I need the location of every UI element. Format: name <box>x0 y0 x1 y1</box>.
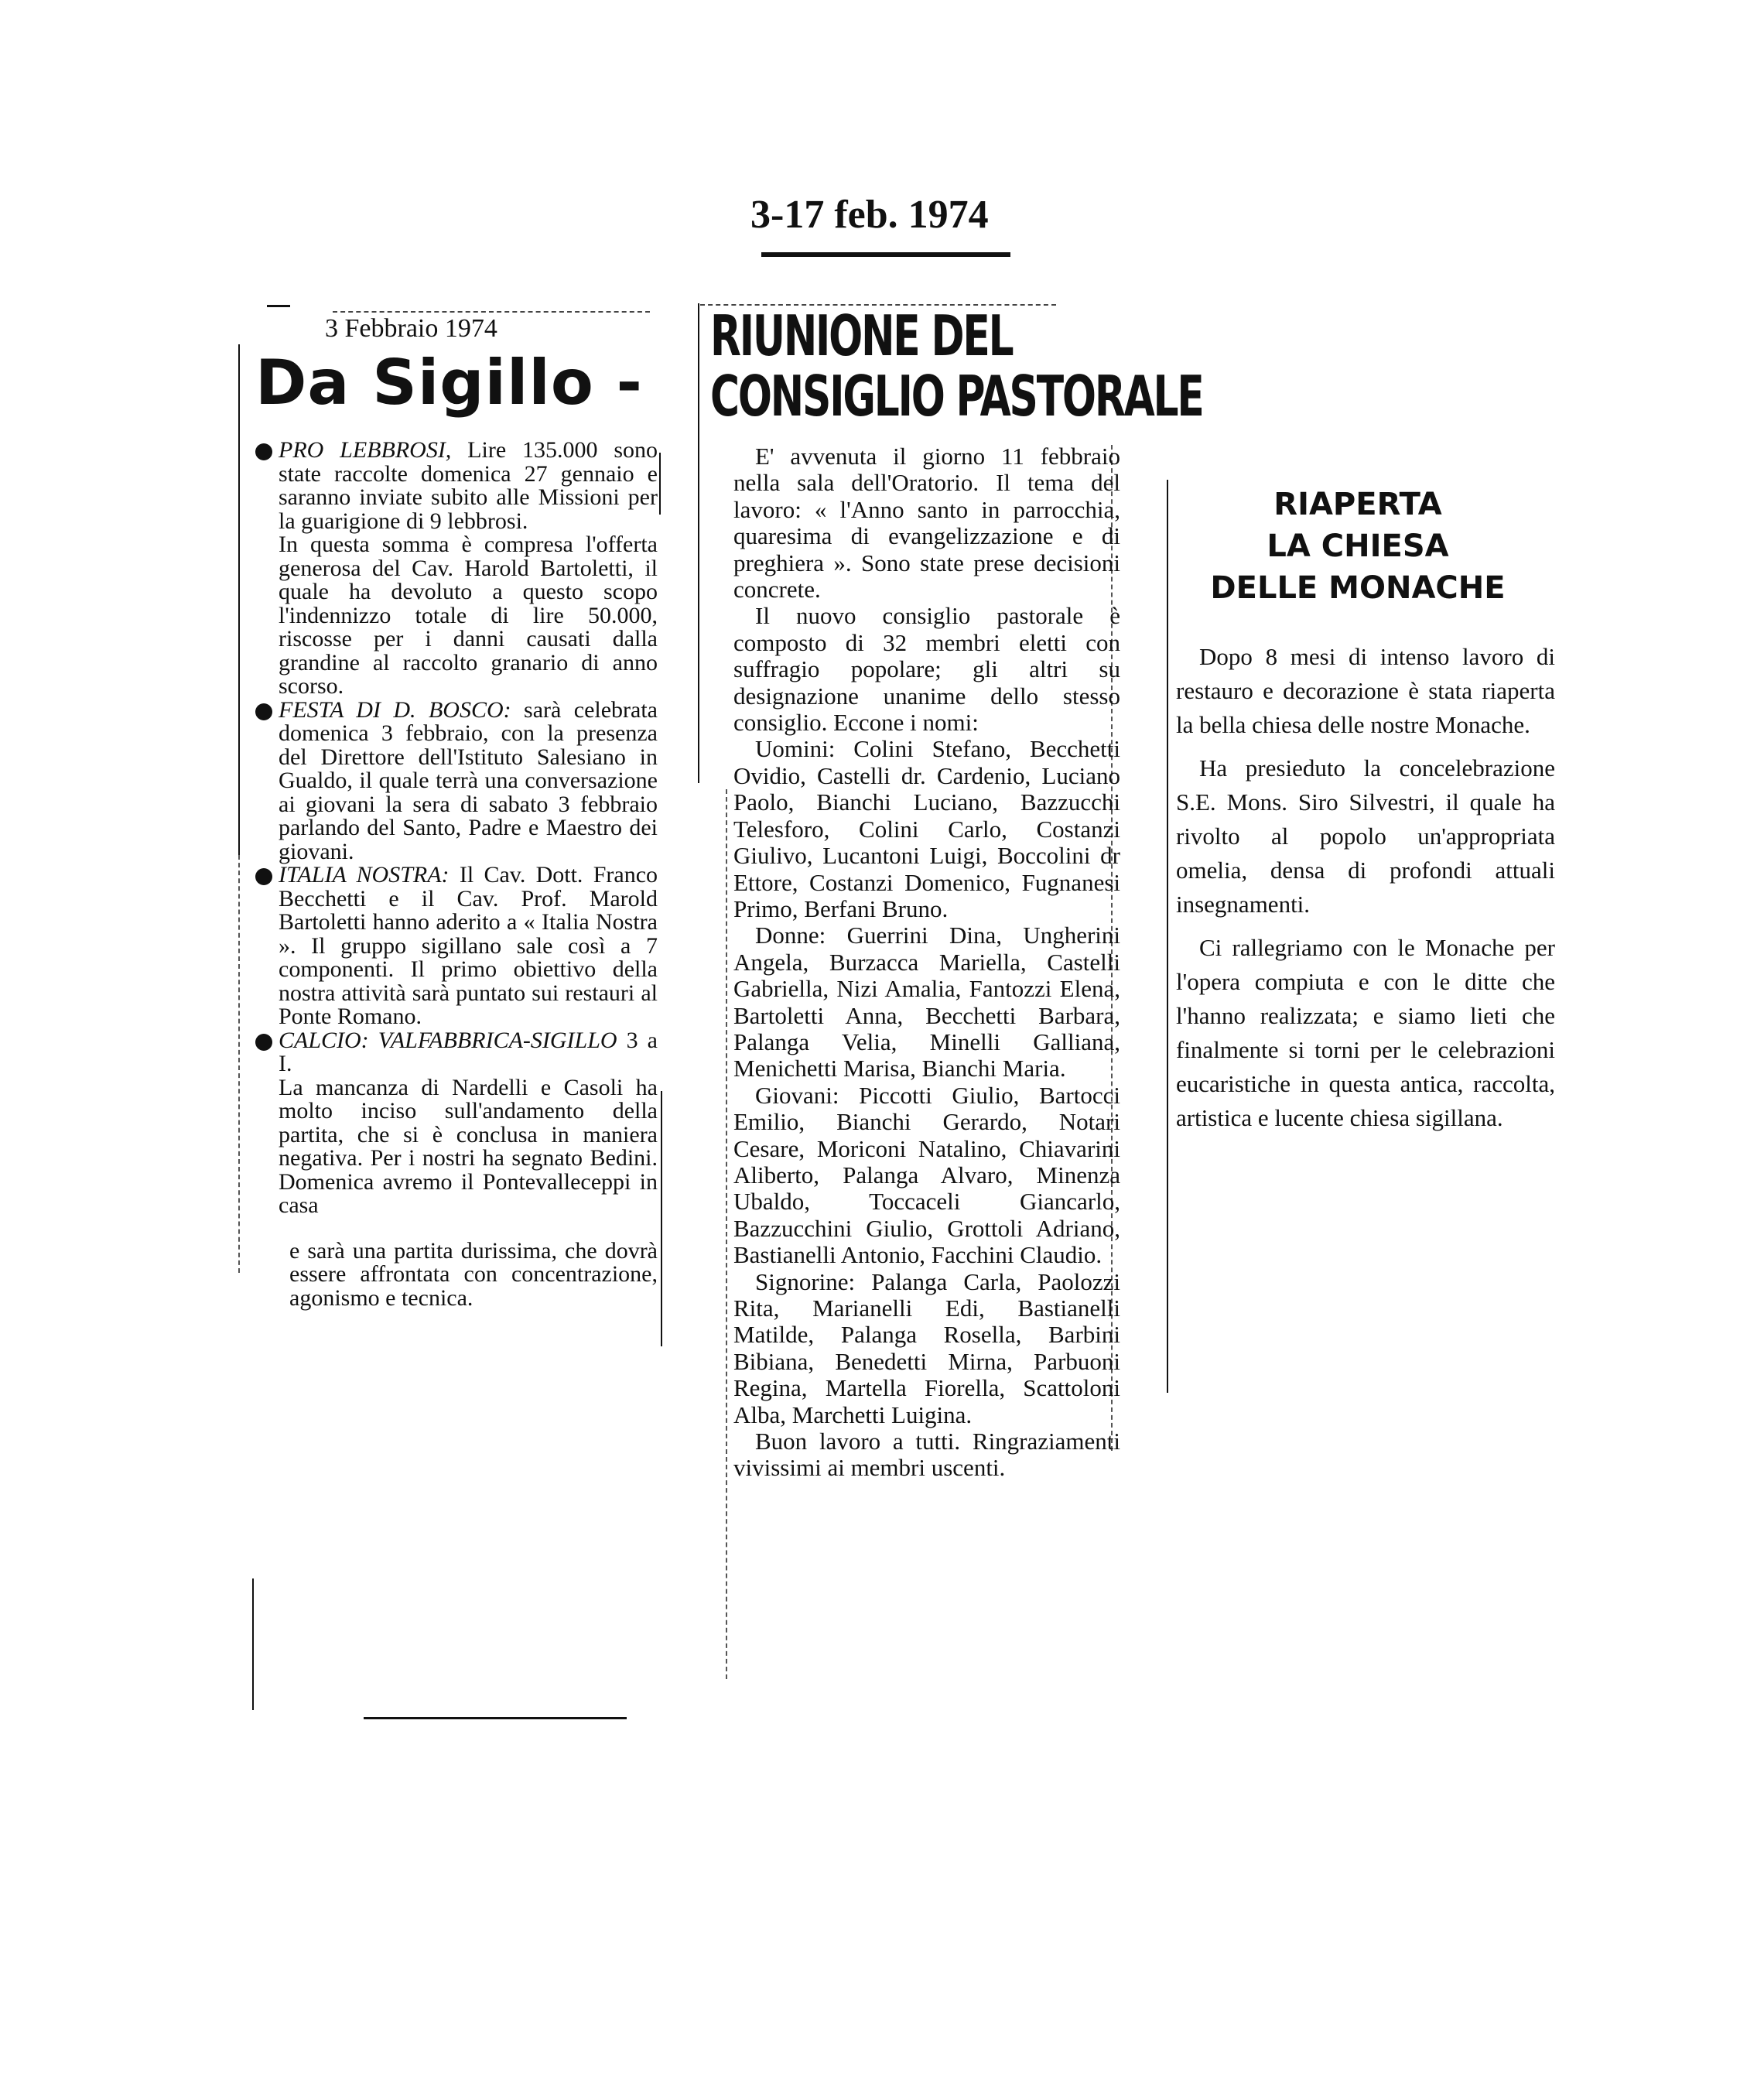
right-article-body <box>1176 640 1555 1135</box>
news-item-text <box>279 439 658 533</box>
news-item <box>279 864 658 1029</box>
left-column-rule <box>238 344 240 855</box>
middle-article <box>710 303 1203 1482</box>
middle-column-left-rule <box>698 303 699 783</box>
news-item-text <box>279 864 658 1029</box>
news-item-body: sarà celebrata domenica 3 febbraio, con la presenza del Direttore dell'Istituto Salesiano in Gualdo, il quale terrà una conversazione ai giovani la sera di sabato 3 febbraio parlando del Santo, Padre e Maestro dei giovani. <box>279 696 658 864</box>
page-date-underline <box>761 252 1010 257</box>
news-item-lead: ITALIA NOSTRA: <box>279 862 450 888</box>
middle-headline-line: CONSIGLIO PASTORALE <box>710 364 1203 429</box>
article-paragraph: E' avvenuta il giorno 11 febbraio nella sala dell'Oratorio. Il tema del lavoro: « l'Anno santo in parrocchia, quaresima di evangelizzazione e di preghiera ». Sono state prese decisioni concrete. <box>733 443 1120 604</box>
left-article-headline: Da Sigillo - <box>255 347 643 419</box>
page-date: 3-17 feb. 1974 <box>750 193 989 237</box>
bullet-icon <box>255 1034 272 1051</box>
article-paragraph: Giovani: Piccotti Giulio, Bartocci Emilio, Bianchi Gerardo, Notari Cesare, Moriconi Natalino, Chiavarini Aliberto, Palanga Alvaro, Minenza Ubaldo, Toccaceli Giancarlo, Bazzucchini Giulio, Grottoli Adriano, Bastianelli Antonio, Facchini Claudio. <box>733 1081 1120 1269</box>
article-paragraph: Ha presieduto la concelebrazione S.E. Mons. Siro Silvestri, il quale ha rivolto al popolo un'appropriata omelia, densa di profondi attuali insegnamenti. <box>1176 754 1555 918</box>
middle-article-body <box>733 443 1120 1482</box>
news-item <box>279 1029 658 1076</box>
left-column-rule-dashed <box>238 855 240 1273</box>
news-item-continuation: In questa somma è compresa l'offerta generosa del Cav. Harold Bartoletti, il quale ha devoluto a questo scopo l'indennizzo totale di lire 50.000, riscosse per i danni causati dalla grandine al raccolto granario di anno scorso. <box>279 532 658 699</box>
left-column-rule-bottom <box>252 1578 254 1710</box>
right-article-headline <box>1176 484 1540 609</box>
news-item-continuation: e sarà una partita durissima, che dovrà essere affrontata con concentrazione, agonismo e tecnica. <box>289 1237 658 1311</box>
bullet-icon <box>255 443 272 460</box>
news-item-body: Il Cav. Dott. Franco Becchetti e il Cav. Prof. Marold Bartoletti hanno aderito a « Italia Nostra ». Il gruppo sigillano sale così a 7 componenti. Il primo obiettivo della nostra attività sarà puntato sui restauri al Ponte Romano. <box>279 862 658 1029</box>
article-paragraph: Il nuovo consiglio pastorale è composto di 32 membri eletti con suffragio popolare; gli altri su designazione unanime dello stesso consiglio. Eccone i nomi: <box>733 602 1120 737</box>
article-paragraph: Dopo 8 mesi di intenso lavoro di restauro e decorazione è stata riaperta la bella chiesa delle nostre Monache. <box>1176 643 1555 738</box>
article-paragraph: Donne: Guerrini Dina, Ungherini Angela, Burzacca Mariella, Castelli Gabriella, Nizi Amalia, Fantozzi Elena, Bartoletti Anna, Becchetti Barbara, Palanga Velia, Minelli Galliana, Menichetti Marisa, Bianchi Maria. <box>733 922 1120 1082</box>
middle-headline-line: RIUNIONE DEL <box>710 303 1013 368</box>
news-item-body: Lire 135.000 sono state raccolte domenica 27 gennaio e saranno inviate subito alle Missioni per la guarigione di 9 lebbrosi. <box>279 437 658 534</box>
left-article-date: 3 Febbraio 1974 <box>325 314 497 343</box>
news-item-text <box>279 696 658 864</box>
article-paragraph: Uomini: Colini Stefano, Becchetti Ovidio, Castelli dr. Cardenio, Luciano Paolo, Bianchi Luciano, Bazzucchi Telesforo, Colini Carlo, Costanzi Giulivo, Lucantoni Luigi, Boccolini dr Ettore, Costanzi Domenico, Fugnanesi Primo, Berfani Bruno. <box>733 735 1120 922</box>
left-column-right-rule <box>659 453 661 515</box>
news-item-lead: CALCIO: VALFABBRICA-SIGILLO <box>279 1027 617 1053</box>
bullet-icon <box>255 868 272 885</box>
middle-article-headline <box>710 303 1203 429</box>
news-item <box>279 439 658 533</box>
news-item-body: 3 a I. <box>279 1027 658 1076</box>
right-headline-line: DELLE MONACHE <box>1210 570 1506 606</box>
left-article-end-rule <box>364 1717 627 1719</box>
news-item-continuation: La mancanza di Nardelli e Casoli ha molto inciso sull'andamento della partita, che si è conclusa in maniera negativa. Per i nostri ha segnato Bedini. Domenica avremo il Pontevalleceppi in casa <box>279 1074 658 1218</box>
news-item <box>279 696 658 864</box>
right-headline-line: LA CHIESA <box>1267 528 1449 564</box>
left-article-body <box>279 439 658 1310</box>
article-paragraph: Buon lavoro a tutti. Ringraziamenti vivissimi ai membri uscenti. <box>733 1428 1120 1482</box>
news-item-lead: FESTA DI D. BOSCO: <box>279 696 511 723</box>
news-item-lead: PRO LEBBROSI, <box>279 437 452 463</box>
news-item-text <box>279 1029 658 1076</box>
right-headline-line: RIAPERTA <box>1273 487 1442 522</box>
bullet-icon <box>255 703 272 720</box>
left-column-right-rule-lower <box>661 1091 662 1346</box>
article-paragraph: Ci rallegriamo con le Monache per l'opera compiuta e con le ditte che l'hanno realizzata; e siamo lieti che finalmente si torni per le celebrazioni eucaristiche in questa antica, raccolta, artistica e lucente chiesa sigillana. <box>1176 934 1555 1131</box>
right-article <box>1168 484 1571 1144</box>
left-article <box>255 313 658 1310</box>
article-paragraph: Signorine: Palanga Carla, Paolozzi Rita, Marianelli Edi, Bastianelli Matilde, Palanga Rosella, Barbini Bibiana, Benedetti Mirna, Parbuoni Regina, Martella Fiorella, Scattoloni Alba, Marchetti Luigina. <box>733 1267 1120 1428</box>
clipping-edge-top-left <box>267 305 290 307</box>
